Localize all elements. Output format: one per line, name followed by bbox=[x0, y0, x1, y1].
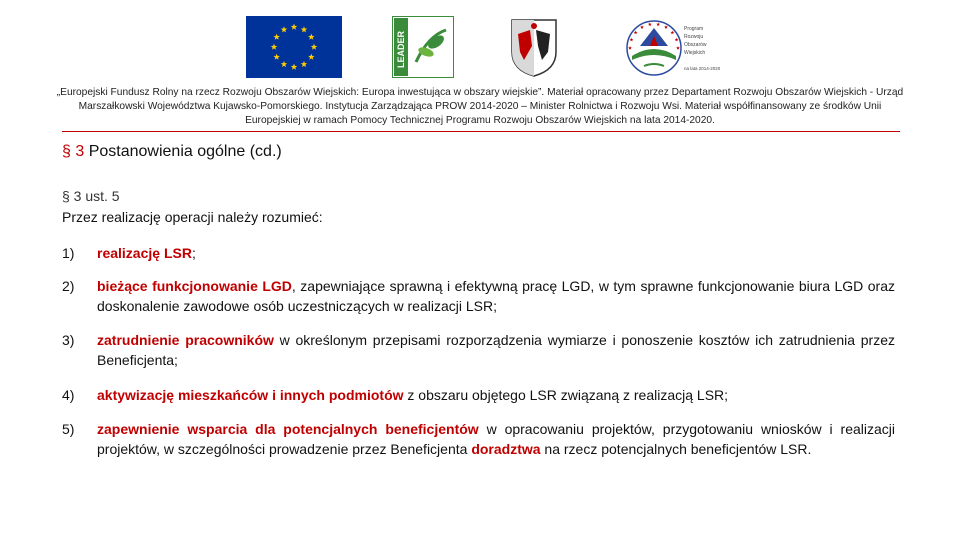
list-item bbox=[62, 243, 895, 263]
item-number: 1) bbox=[62, 245, 75, 261]
leader-logo-text: LEADER bbox=[396, 30, 406, 68]
item-highlight: zatrudnienie pracowników bbox=[97, 332, 274, 348]
item-highlight: aktywizację mieszkańców i innych podmiotów bbox=[97, 387, 404, 403]
page-title bbox=[62, 143, 282, 161]
item-text: z obszaru objętego LSR związaną z realizacją LSR; bbox=[403, 387, 729, 403]
header-divider bbox=[62, 131, 900, 132]
section-number: § 3 bbox=[62, 143, 85, 160]
list-item bbox=[62, 385, 895, 405]
item-text: , zapewniające sprawną i efektywną pracę LGD, w tym sprawne funkcjonowanie biura LGD oraz doskonalenie zawodowe osób uczestniczących w realizacji LSR; bbox=[97, 278, 895, 314]
list-item bbox=[62, 276, 895, 316]
item-highlight: zapewnienie wsparcia dla potencjalnych beneficjentów bbox=[97, 421, 479, 437]
funding-disclaimer: „Europejski Fundusz Rolny na rzecz Rozwoju Obszarów Wiejskich: Europa inwestująca w obszary wiejskie”. Materiał opracowany przez Departament Rozwoju Obszarów Wiejskich - Urząd Marszałkowski Województwa Kujawsko-Pomorskiego. Instytucja Zarządzająca PROW 2014-2020 – Minister Rolnictwa i Rozwoju Wsi. Materiał współfinansowany ze środków Unii Europejskiej w ramach Pomocy Technicznej Programu Rozwoju Obszarów Wiejskich na lata 2014-2020. bbox=[56, 87, 904, 126]
item-number: 3) bbox=[62, 332, 75, 348]
item-text: ; bbox=[191, 245, 196, 261]
svg-text:Wiejskich: Wiejskich bbox=[684, 50, 706, 56]
item-text-end: na rzecz potencjalnych beneficjentów LSR. bbox=[540, 441, 812, 457]
logo-strip bbox=[0, 14, 960, 80]
item-text: w określonym przepisami rozporządzenia wymiarze i ponoszenie kosztów ich zatrudnienia przez Beneficjenta; bbox=[97, 332, 895, 368]
list-item bbox=[62, 419, 895, 459]
svg-text:na lata 2014-2020: na lata 2014-2020 bbox=[684, 66, 721, 71]
item-number: 5) bbox=[62, 421, 75, 437]
item-number: 2) bbox=[62, 278, 75, 294]
item-number: 4) bbox=[62, 387, 75, 403]
item-highlight: realizację LSR bbox=[97, 245, 192, 261]
item-highlight-2: doradztwa bbox=[471, 441, 541, 457]
coat-of-arms-logo bbox=[510, 16, 558, 78]
item-highlight: bieżące funkcjonowanie LGD bbox=[97, 278, 292, 294]
item-text: w opracowaniu projektów, przygotowaniu wniosków i realizacji projektów, w szczególności prowadzenie przez Beneficjenta bbox=[97, 421, 895, 457]
eu-flag-logo bbox=[246, 16, 342, 78]
leader-logo bbox=[392, 16, 454, 78]
subheading: § 3 ust. 5 bbox=[62, 188, 120, 204]
svg-text:Rozwoju: Rozwoju bbox=[684, 34, 704, 40]
svg-text:Program: Program bbox=[684, 26, 704, 32]
intro-text: Przez realizację operacji należy rozumieć: bbox=[62, 209, 323, 225]
section-title: Postanowienia ogólne (cd.) bbox=[88, 143, 282, 160]
svg-text:Obszarów: Obszarów bbox=[684, 42, 707, 48]
list-item bbox=[62, 330, 895, 370]
prow-logo bbox=[624, 16, 728, 80]
